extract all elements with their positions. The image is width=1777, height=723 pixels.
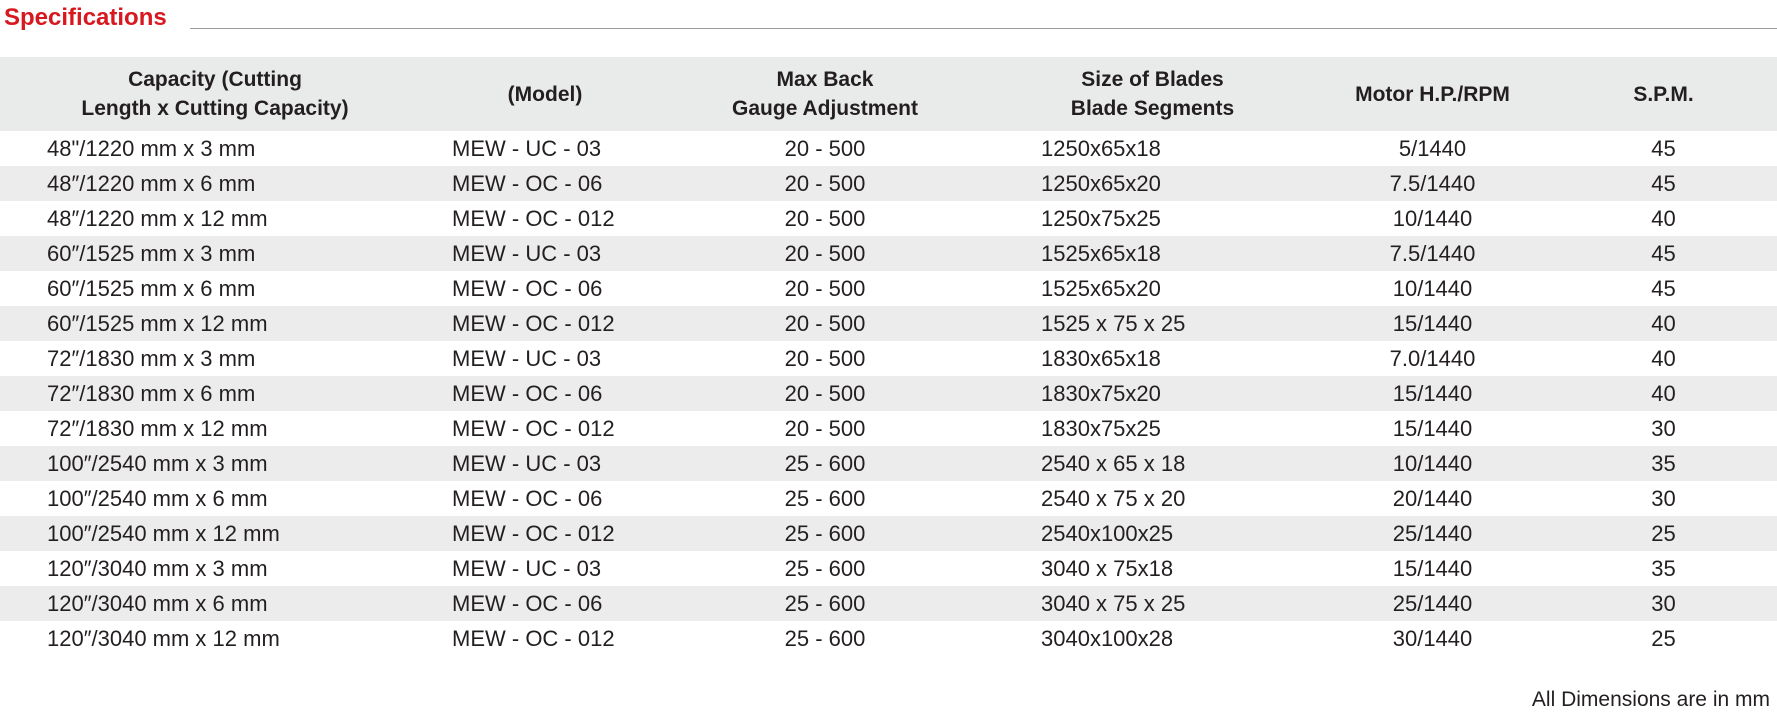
cell-motor: 10/1440 <box>1315 446 1550 481</box>
cell-blade-size: 1250x65x18 <box>1041 135 1161 161</box>
cell-gauge: 25 - 600 <box>660 586 990 621</box>
table-row <box>0 446 1777 481</box>
cell-capacity: 72″/1830 mm x 3 mm <box>47 345 256 371</box>
cell-motor: 15/1440 <box>1315 306 1550 341</box>
cell-capacity: 72″/1830 mm x 12 mm <box>47 415 268 441</box>
cell-motor: 10/1440 <box>1392 205 1473 231</box>
cell-blade-size: 3040x100x28 <box>1041 625 1174 651</box>
specifications-table <box>0 57 1777 656</box>
header-line: (Model) <box>507 82 583 106</box>
cell-model: MEW - OC - 012 <box>452 415 615 441</box>
cell-gauge: 25 - 600 <box>784 555 866 581</box>
table-row <box>0 166 1777 201</box>
section-header <box>0 4 1777 34</box>
cell-capacity: 60″/1525 mm x 6 mm <box>47 275 256 301</box>
cell-capacity: 48"/1220 mm x 3 mm <box>47 135 256 161</box>
cell-spm: 40 <box>1550 306 1777 341</box>
cell-model: MEW - OC - 012 <box>452 625 615 651</box>
title-divider <box>190 28 1777 29</box>
cell-motor: 5/1440 <box>1398 135 1467 161</box>
cell-motor: 25/1440 <box>1315 516 1550 551</box>
cell-capacity: 48″/1220 mm x 6 mm <box>0 166 430 201</box>
cell-model: MEW - OC - 06 <box>452 275 603 301</box>
cell-model: MEW - OC - 06 <box>430 376 660 411</box>
table-row <box>0 621 1777 656</box>
cell-gauge: 20 - 500 <box>784 415 866 441</box>
cell-blade-size: 1250x75x25 <box>1041 205 1161 231</box>
cell-model: MEW - OC - 012 <box>430 516 660 551</box>
table-row <box>0 341 1777 376</box>
cell-blade-size: 1525x65x20 <box>1041 275 1161 301</box>
cell-spm: 35 <box>1550 446 1777 481</box>
cell-spm: 40 <box>1550 376 1777 411</box>
table-header-row <box>0 57 1777 131</box>
cell-model: MEW - UC - 03 <box>452 555 602 581</box>
header-line: Size of Blades <box>1081 68 1224 91</box>
cell-gauge: 25 - 600 <box>784 625 866 651</box>
cell-model: MEW - OC - 06 <box>452 485 603 511</box>
cell-gauge: 25 - 600 <box>784 485 866 511</box>
section-title: Specifications <box>4 4 167 31</box>
table-row <box>0 201 1777 236</box>
cell-model: MEW - OC - 06 <box>430 166 660 201</box>
header-line: S.P.M. <box>1633 82 1694 106</box>
header-motor <box>1315 57 1550 131</box>
cell-blade-size: 2540 x 75 x 20 <box>1041 485 1186 511</box>
cell-spm: 40 <box>1651 345 1676 371</box>
cell-gauge: 25 - 600 <box>660 516 990 551</box>
cell-blade-size: 1830x75x25 <box>1041 415 1161 441</box>
cell-motor: 7.0/1440 <box>1389 345 1476 371</box>
cell-gauge: 20 - 500 <box>660 376 990 411</box>
table-row <box>0 271 1777 306</box>
cell-motor: 15/1440 <box>1392 555 1473 581</box>
cell-capacity: 120″/3040 mm x 6 mm <box>0 586 430 621</box>
table-row <box>0 481 1777 516</box>
header-line: Length x Cutting Capacity) <box>81 97 349 120</box>
cell-spm: 25 <box>1651 625 1676 651</box>
table-body <box>0 131 1777 656</box>
table-row <box>0 131 1777 166</box>
cell-capacity: 100″/2540 mm x 12 mm <box>0 516 430 551</box>
cell-capacity: 120″/3040 mm x 3 mm <box>47 555 268 581</box>
cell-motor: 7.5/1440 <box>1315 236 1550 271</box>
cell-gauge: 20 - 500 <box>660 236 990 271</box>
cell-gauge: 20 - 500 <box>660 306 990 341</box>
table-row <box>0 551 1777 586</box>
header-spm <box>1550 57 1777 131</box>
header-line: Motor H.P./RPM <box>1355 82 1510 106</box>
cell-model: MEW - OC - 06 <box>430 586 660 621</box>
cell-gauge: 20 - 500 <box>784 275 866 301</box>
cell-blade-size: 2540 x 65 x 18 <box>990 446 1315 481</box>
cell-spm: 45 <box>1550 236 1777 271</box>
header-line: Blade Segments <box>1070 97 1235 120</box>
cell-spm: 30 <box>1550 586 1777 621</box>
header-model <box>430 57 660 131</box>
cell-spm: 40 <box>1651 205 1676 231</box>
table-row <box>0 306 1777 341</box>
cell-gauge: 20 - 500 <box>660 166 990 201</box>
cell-gauge: 20 - 500 <box>784 135 866 161</box>
cell-gauge: 20 - 500 <box>784 205 866 231</box>
cell-capacity: 60″/1525 mm x 3 mm <box>0 236 430 271</box>
cell-blade-size: 2540x100x25 <box>990 516 1315 551</box>
cell-motor: 15/1440 <box>1315 376 1550 411</box>
cell-blade-size: 3040 x 75x18 <box>1041 555 1174 581</box>
table-row <box>0 586 1777 621</box>
cell-capacity: 120″/3040 mm x 12 mm <box>47 625 280 651</box>
table-row <box>0 236 1777 271</box>
cell-model: MEW - OC - 012 <box>452 205 615 231</box>
header-line: Max Back <box>776 68 874 91</box>
cell-spm: 25 <box>1550 516 1777 551</box>
cell-capacity: 100″/2540 mm x 6 mm <box>47 485 268 511</box>
cell-capacity: 48″/1220 mm x 12 mm <box>47 205 268 231</box>
cell-capacity: 100″/2540 mm x 3 mm <box>0 446 430 481</box>
cell-motor: 10/1440 <box>1392 275 1473 301</box>
cell-blade-size: 1525x65x18 <box>990 236 1315 271</box>
cell-spm: 30 <box>1651 485 1676 511</box>
header-capacity <box>0 57 430 131</box>
cell-spm: 45 <box>1651 135 1676 161</box>
cell-motor: 30/1440 <box>1392 625 1473 651</box>
dimensions-footnote: All Dimensions are in mm <box>1531 688 1770 711</box>
cell-gauge: 25 - 600 <box>660 446 990 481</box>
cell-motor: 20/1440 <box>1392 485 1473 511</box>
header-line: Capacity (Cutting <box>128 68 302 91</box>
header-blade-size <box>990 57 1315 131</box>
table-row <box>0 411 1777 446</box>
cell-motor: 25/1440 <box>1315 586 1550 621</box>
header-line: Gauge Adjustment <box>732 97 918 120</box>
cell-model: MEW - UC - 03 <box>452 345 602 371</box>
header-gauge <box>660 57 990 131</box>
cell-motor: 15/1440 <box>1392 415 1473 441</box>
table-row <box>0 376 1777 411</box>
cell-model: MEW - UC - 03 <box>430 236 660 271</box>
cell-blade-size: 1830x65x18 <box>1041 345 1161 371</box>
cell-spm: 45 <box>1651 275 1676 301</box>
cell-spm: 35 <box>1651 555 1676 581</box>
cell-capacity: 60″/1525 mm x 12 mm <box>0 306 430 341</box>
cell-blade-size: 1830x75x20 <box>990 376 1315 411</box>
cell-capacity: 72″/1830 mm x 6 mm <box>0 376 430 411</box>
cell-model: MEW - OC - 012 <box>430 306 660 341</box>
table-row <box>0 516 1777 551</box>
cell-blade-size: 1525 x 75 x 25 <box>990 306 1315 341</box>
cell-model: MEW - UC - 03 <box>452 135 602 161</box>
cell-motor: 7.5/1440 <box>1315 166 1550 201</box>
cell-blade-size: 1250x65x20 <box>990 166 1315 201</box>
cell-blade-size: 3040 x 75 x 25 <box>990 586 1315 621</box>
cell-spm: 45 <box>1550 166 1777 201</box>
cell-gauge: 20 - 500 <box>784 345 866 371</box>
cell-spm: 30 <box>1651 415 1676 441</box>
cell-model: MEW - UC - 03 <box>430 446 660 481</box>
